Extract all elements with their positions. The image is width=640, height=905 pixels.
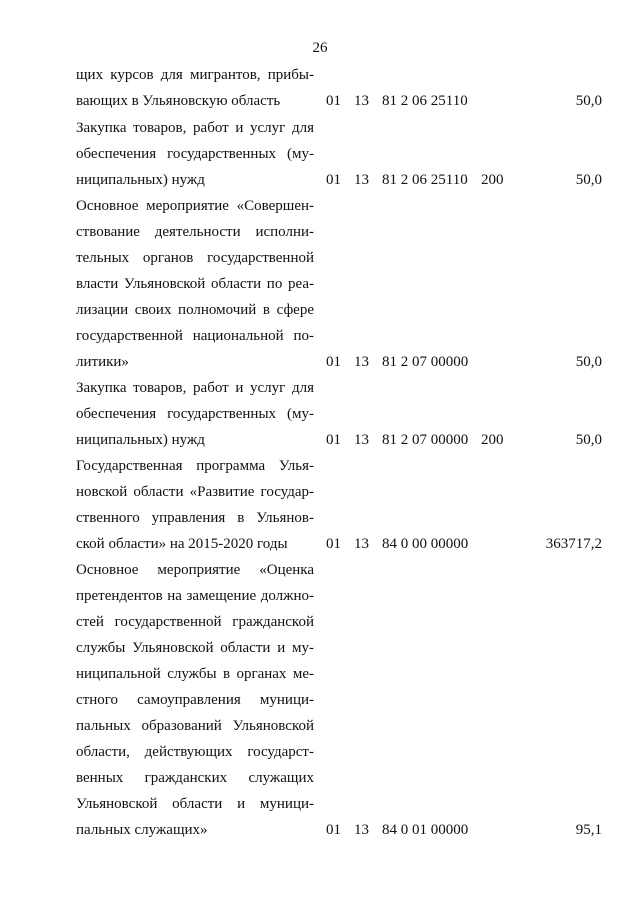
description-line: литики» xyxy=(76,354,129,370)
description-line: лизации своих полномочий в сфере xyxy=(76,302,314,318)
amount: 50,0 xyxy=(575,354,602,370)
subsection-code: 13 xyxy=(354,93,369,109)
description-line: новской области «Развитие государ- xyxy=(76,484,314,500)
row-description xyxy=(76,453,314,557)
description-line: ниципальных) нужд xyxy=(76,432,205,448)
description-line: ниципальной службы в органах ме- xyxy=(76,666,314,682)
description-line: ской области» на 2015-2020 годы xyxy=(76,536,288,552)
row-description xyxy=(76,115,314,193)
description-line: ственного управления в Ульянов- xyxy=(76,510,314,526)
description-line: щих курсов для мигрантов, прибы- xyxy=(76,67,314,83)
target-item-code: 81 2 06 25110 xyxy=(382,172,468,188)
description-line: государственной национальной по- xyxy=(76,328,314,344)
description-line: власти Ульяновской области по реа- xyxy=(76,276,314,292)
description-line: Государственная программа Улья- xyxy=(76,458,314,474)
target-item-code: 81 2 06 25110 xyxy=(382,93,468,109)
description-line: пальных служащих» xyxy=(76,822,208,838)
amount: 50,0 xyxy=(575,172,602,188)
amount: 50,0 xyxy=(575,432,602,448)
target-item-code: 84 0 00 00000 xyxy=(382,536,469,552)
section-code: 01 xyxy=(326,822,341,838)
description-line: ниципальных) нужд xyxy=(76,172,205,188)
expense-type-code: 200 xyxy=(481,432,504,448)
description-line: обеспечения государственных (му- xyxy=(76,406,314,422)
row-description xyxy=(76,193,314,375)
description-line: области, действующих государст- xyxy=(76,744,314,760)
description-line: стного самоуправления муници- xyxy=(76,692,314,708)
section-code: 01 xyxy=(326,172,341,188)
section-code: 01 xyxy=(326,432,341,448)
description-line: Закупка товаров, работ и услуг для xyxy=(76,120,314,136)
row-description xyxy=(76,375,314,453)
row-description xyxy=(76,62,314,114)
description-line: тельных органов государственной xyxy=(76,250,314,266)
description-line: вающих в Ульяновскую область xyxy=(76,93,281,109)
subsection-code: 13 xyxy=(354,536,369,552)
description-line: Закупка товаров, работ и услуг для xyxy=(76,380,314,396)
row-description xyxy=(76,557,314,843)
section-code: 01 xyxy=(326,93,341,109)
subsection-code: 13 xyxy=(354,822,369,838)
section-code: 01 xyxy=(326,536,341,552)
amount: 50,0 xyxy=(575,93,602,109)
subsection-code: 13 xyxy=(354,172,369,188)
target-item-code: 84 0 01 00000 xyxy=(382,822,469,838)
description-line: пальных образований Ульяновской xyxy=(76,718,314,734)
description-line: ствование деятельности исполни- xyxy=(76,224,314,240)
amount: 363717,2 xyxy=(545,536,602,552)
description-line: Ульяновской области и муници- xyxy=(76,796,314,812)
description-line: претендентов на замещение должно- xyxy=(76,588,314,604)
description-line: Основное мероприятие «Оценка xyxy=(76,562,314,578)
description-line: венных гражданских служащих xyxy=(76,770,314,786)
subsection-code: 13 xyxy=(354,432,369,448)
section-code: 01 xyxy=(326,354,341,370)
amount: 95,1 xyxy=(575,822,602,838)
target-item-code: 81 2 07 00000 xyxy=(382,354,469,370)
description-line: обеспечения государственных (му- xyxy=(76,146,314,162)
description-line: стей государственной гражданской xyxy=(76,614,314,630)
target-item-code: 81 2 07 00000 xyxy=(382,432,469,448)
expense-type-code: 200 xyxy=(481,172,504,188)
subsection-code: 13 xyxy=(354,354,369,370)
description-line: Основное мероприятие «Совершен- xyxy=(76,198,314,214)
description-line: службы Ульяновской области и му- xyxy=(76,640,314,656)
page-number: 26 xyxy=(312,40,328,56)
